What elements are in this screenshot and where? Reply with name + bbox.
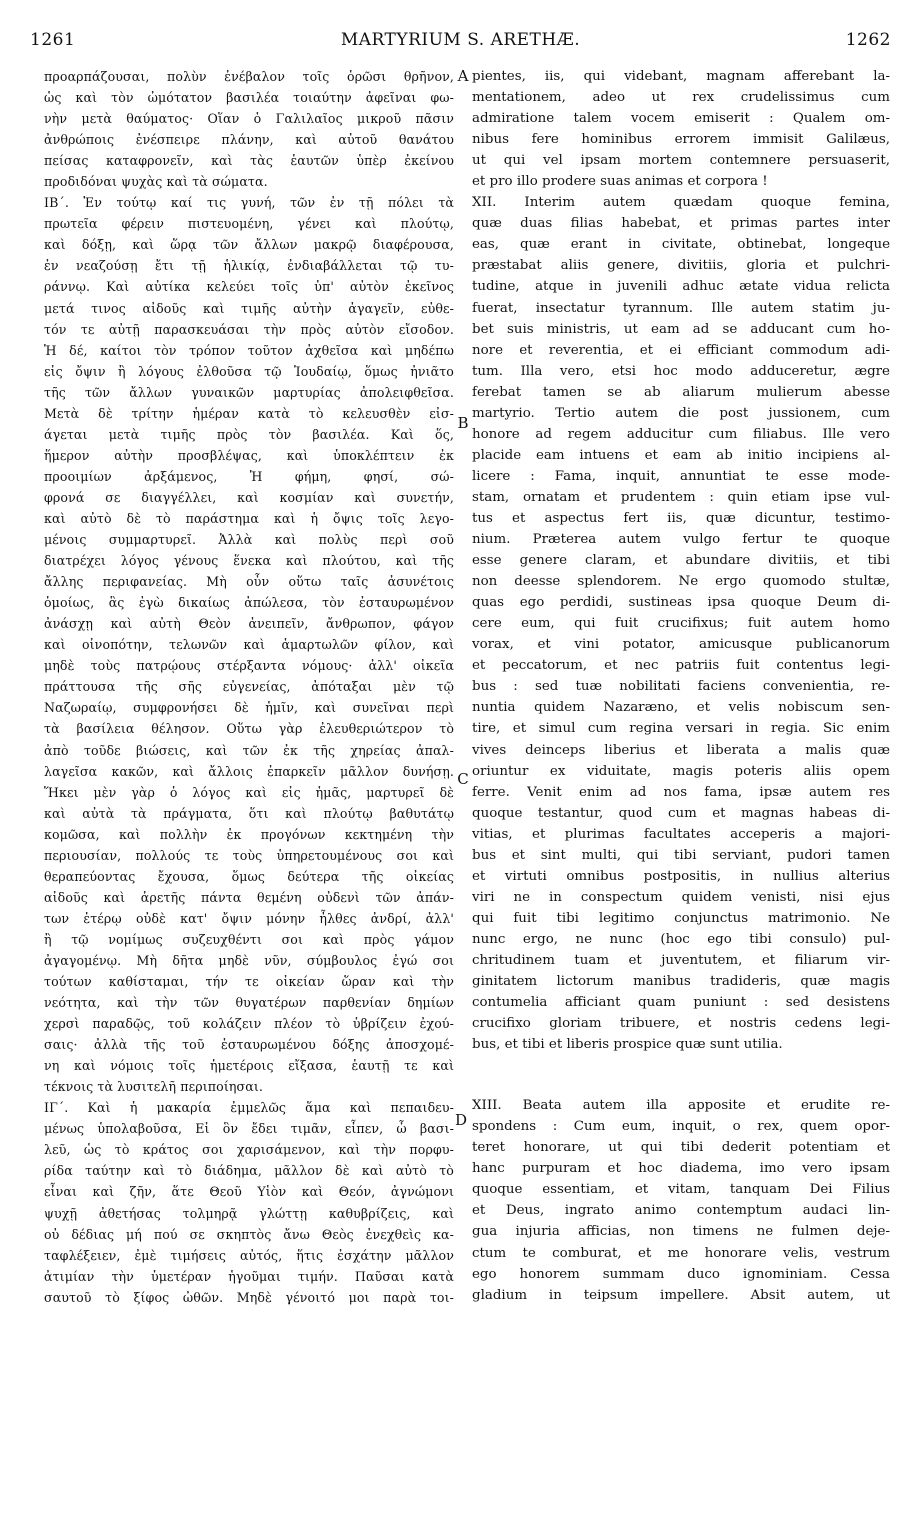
text-line: αἰδοῦς καὶ ἀρετῆς πάντα θεμένη οὐδενὶ τῶν ἀπάν- (44, 889, 454, 905)
text-line: ΙΒ΄. Ἐν τούτῳ καί τις γυνή, τῶν ἐν τῇ πόλει τὰ (44, 195, 454, 211)
text-line: XII. Interim autem quædam quoque femina, (472, 195, 890, 211)
text-line: πράττουσα τῆς σῆς εὐγενείας, ἀπόταξαι μὲν τῷ (44, 679, 454, 695)
text-line: tus et aspectus fert iis, quæ dicuntur, testimo- (472, 510, 890, 526)
text-line: τῆς τῶν ἄλλων γυναικῶν μαρτυρίας ἀπολειφθεῖσα. (44, 384, 454, 400)
text-line: καὶ αὐτὸ δὲ τὸ παράστημα καὶ ἡ ὄψις τοῖς λεγο- (44, 510, 454, 526)
running-title: MARTYRIUM S. ARETHÆ. (340, 30, 581, 50)
text-line: νὴν μετὰ θαύματος· Οἵαν ὁ Γαλιλαῖος μικροῦ πᾶσιν (44, 111, 454, 127)
text-line: τέκνοις τὰ λυσιτελῆ περιποίησαι. (44, 1079, 263, 1095)
page-number-left: 1261 (30, 30, 76, 50)
text-line: ἀτιμίαν τὴν ὑμετέραν ἡγοῦμαι τιμήν. Παῦσαι κατὰ (44, 1268, 454, 1284)
text-line: ταφλέξειεν, ἐμὲ τιμήσεις αὐτός, ἥτις ἐσχάτην μᾶλλον (44, 1247, 454, 1263)
text-line: μένως ὑπολαβοῦσα, Εἰ ὃν ἔδει τιμᾶν, εἶπεν, ὦ βασι- (44, 1121, 454, 1137)
text-line: σαις· ἀλλὰ τῆς τοῦ ἐσταυρωμένου δόξης ἀποσχομέ- (44, 1037, 454, 1053)
text-line: mentationem, adeo ut rex crudelissimus cum (472, 90, 890, 106)
text-line: fuerat, insectatur tyrannum. Ille autem statim ju- (472, 300, 890, 316)
text-line: honore ad regem adducitur cum filiabus. Ille vero (472, 426, 890, 442)
text-line: ἀγαγομένῳ. Μὴ δῆτα μηδὲ νῦν, σύμβουλος ἐγώ σοι (44, 952, 454, 968)
margin-marker-a: A (457, 67, 469, 85)
text-line: λεῦ, ὡς τὸ κράτος σοι χαρισάμενον, καὶ τὴν πορφυ- (44, 1142, 454, 1158)
text-line: ἀνθρώποις ἐνέσπειρε πλάνην, καὶ αὐτοῦ θανάτου (44, 132, 454, 148)
text-line: ἄλλης περιφανείας. Μὴ οὖν οὕτω ταῖς ἀσυνέτοις (44, 574, 454, 590)
text-line: esse genere claram, et abundare divitiis, et tibi (472, 553, 890, 569)
text-line: licere : Fama, inquit, annuntiat te esse mode- (472, 468, 890, 484)
text-line: tum. Illa vero, etsi hoc modo adduceretur, ægre (472, 363, 890, 379)
text-line: άγεται μετὰ τιμῆς πρὸς τὸν βασιλέα. Καὶ ὅς, (44, 426, 454, 442)
text-line: χερσὶ παραδῷς, τοῦ κολάζειν πλέον τὸ ὑβρίζειν ἐχού- (44, 1016, 454, 1032)
text-line: gladium in teipsum impellere. Absit autem, ut (472, 1287, 890, 1303)
text-line: spondens : Cum eum, inquit, o rex, quem opor- (472, 1119, 890, 1135)
text-line: qui fuit tibi legitimo conjunctus matrimonio. Ne (472, 910, 890, 926)
text-line: τὰ βασίλεια θέλησον. Οὕτω γὰρ ἐλευθεριώτερον τὸ (44, 721, 454, 737)
margin-marker-b: B (457, 414, 469, 432)
text-line: vitias, et plurimas facultates acceperis a majori- (472, 826, 890, 842)
text-line: contumelia afficiant quam puniunt : sed desistens (472, 995, 890, 1011)
text-line: nore et reverentia, et ei efficiant commodum adi- (472, 342, 890, 358)
text-line: cere eum, qui fuit crucifixus; fuit autem homo (472, 616, 890, 632)
text-line: teret honorare, ut qui tibi dederit potentiam et (472, 1140, 890, 1156)
text-line: stam, ornatam et prudentem : quin etiam ipse vul- (472, 489, 890, 505)
text-line: φρονά σε διαγγέλλει, καὶ κοσμίαν καὶ συνετήν, (44, 489, 454, 505)
text-line: εἰς ὄψιν ἢ λόγους ἐλθοῦσα τῷ Ἰουδαίῳ, ὅμως ἠνιᾶτο (44, 363, 454, 379)
page-number-right: 1262 (845, 30, 891, 50)
text-line: τούτων καθίσταμαι, τήν τε οἰκείαν ὥραν καὶ τὴν (44, 974, 454, 990)
text-line: non deesse splendorem. Ne ergo quomodo stultæ, (472, 574, 890, 590)
margin-marker-c: C (457, 770, 469, 788)
text-line: προδιδόναι ψυχὰς καὶ τὰ σώματα. (44, 174, 268, 190)
text-line: πρωτεῖα φέρειν πιστευομένη, γένει καὶ πλούτῳ, (44, 216, 454, 232)
text-line: μένοις συμμαρτυρεῖ. Ἀλλὰ καὶ πολὺς περὶ σοῦ (44, 532, 454, 548)
text-line: bus : sed tuæ nobilitati faciens convenientia, re- (472, 679, 890, 695)
text-line (472, 1055, 890, 1075)
text-line: quoque testantur, quod cum et magnas habeas di- (472, 805, 890, 821)
text-line: et virtuti omnibus postpositis, in nullius alterius (472, 868, 890, 884)
text-line: νεότητα, καὶ τὴν τῶν θυγατέρων παρθενίαν δημίων (44, 995, 454, 1011)
text-line: μηδὲ τοὺς πατρῴους στέρξαντα νόμους· ἀλλ' οἰκεῖα (44, 658, 454, 674)
text-line: chritudinem tuam et juventutem, et filiarum vir- (472, 952, 890, 968)
text-line: quas ego perdidi, sustineas ipsa quoque Deum di- (472, 595, 890, 611)
text-line: προαρπάζουσαι, πολὺν ἐνέβαλον τοῖς ὁρῶσι θρῆνον, (44, 69, 454, 84)
text-line: ὡς καὶ τὸν ὠμότατον βασιλέα τοιαύτην ἀφεῖναι φω- (44, 90, 454, 106)
text-line: ράννῳ. Καὶ αὐτίκα κελεύει τοῖς ὑπ' αὐτὸν ἐκεῖνος (44, 279, 454, 295)
text-line: bus, et tibi et liberis prospice quæ sunt utilia. (472, 1037, 783, 1053)
text-line: viri ne in conspectum quidem venisti, nisi ejus (472, 889, 890, 905)
text-line: eas, quæ erant in civitate, obtinebat, longeque (472, 237, 890, 253)
text-line: εἶναι καὶ ζῆν, ἅτε Θεοῦ Υἱὸν καὶ Θεόν, ἀγνώμονι (44, 1184, 454, 1200)
text-line: pientes, iis, qui videbant, magnam afferebant la- (472, 69, 890, 84)
text-line: καὶ αὐτὰ τὰ πράγματα, ὅτι καὶ πλούτῳ βαθυτάτῳ (44, 805, 454, 821)
text-line: λαγεῖσα κακῶν, καὶ ἄλλοις ἐπαρκεῖν μᾶλλον δυνήσῃ. (44, 763, 454, 779)
text-line: nium. Præterea autem vulgo fertur te quoque (472, 532, 890, 548)
text-line: nuntia quidem Nazaræno, et velis nobiscum sen- (472, 700, 890, 716)
text-line: καὶ δόξῃ, καὶ ὥρᾳ τῶν ἄλλων μακρῷ διαφέρουσα, (44, 237, 454, 253)
text-line: νη καὶ νόμοις τοῖς ἡμετέροις εἴξασα, ἑαυτῇ τε καὶ (44, 1058, 454, 1074)
text-line: crucifixo gloriam tribuere, et nostris cedens legi- (472, 1016, 890, 1032)
text-line: et peccatorum, et nec patriis fuit contentus legi- (472, 658, 890, 674)
text-line: bus et sint multi, qui tibi serviant, pudori tamen (472, 847, 890, 863)
text-line: ginitatem lictorum manibus tradideris, quæ magis (472, 974, 890, 990)
text-line (472, 1075, 890, 1095)
text-line: nunc ergo, ne nunc (hoc ego tibi consulo) pul- (472, 931, 890, 947)
text-line: ferre. Venit enim ad nos fama, ipsæ autem res (472, 784, 890, 800)
text-line: XIII. Beata autem illa apposite et erudite re- (472, 1098, 890, 1114)
text-line: ψυχῇ ἀθετήσας τολμηρᾷ γλώττῃ καθυβρίζεις, καὶ (44, 1205, 454, 1221)
text-line: et Deus, ingrato animo contemptum audaci lin- (472, 1203, 890, 1219)
text-line: καὶ οἰνοπότην, τελωνῶν καὶ ἁμαρτωλῶν φίλον, καὶ (44, 637, 454, 653)
text-line: ctum te comburat, et me honorare velis, vestrum (472, 1245, 890, 1261)
text-line: martyrio. Tertio autem die post jussionem, cum (472, 405, 890, 421)
text-line: quoque essentiam, et vitam, tanquam Dei Filius (472, 1182, 890, 1198)
text-line: ἥμερον αὐτὴν προσβλέψας, καὶ ὑποκλέπτειν ἐκ (44, 447, 454, 463)
text-line: τόν τε αὐτῇ παρασκευάσαι τὴν πρὸς αὐτὸν εἴσοδον. (44, 321, 454, 337)
text-line: oriuntur ex viduitate, magis poteris aliis opem (472, 763, 890, 779)
text-line: hanc purpuram et hoc diadema, imo vero ipsam (472, 1161, 890, 1177)
text-line: πείσας καταφρονεῖν, καὶ τὰς ἑαυτῶν ὑπὲρ ἐκείνου (44, 153, 454, 169)
text-line: admiratione talem vocem emiserit : Qualem om- (472, 111, 890, 127)
text-line: ἀπὸ τοῦδε βιώσεις, καὶ τῶν ἐκ τῆς χηρείας ἀπαλ- (44, 742, 454, 758)
text-line: bet suis ministris, ut eam ad se adducant cum ho- (472, 321, 890, 337)
text-line: σαυτοῦ τὸ ξίφος ὠθῶν. Μηδὲ γένοιτό μοι παρὰ τοι- (44, 1289, 454, 1305)
text-line: θεραπεύοντας ἔχουσα, ὅμως δεύτερα τῆς οἰκείας (44, 868, 454, 884)
text-line: ΙΓ΄. Καὶ ἡ μακαρία ἐμμελῶς ἅμα καὶ πεπαιδευ- (44, 1100, 454, 1116)
text-line: ρίδα ταύτην καὶ τὸ διάδημα, μᾶλλον δὲ καὶ αὐτὸ τὸ (44, 1163, 454, 1179)
text-line: vorax, et vini potator, amicusque publicanorum (472, 637, 890, 653)
text-line: ἀνάσχῃ καὶ αὐτὴ Θεὸν ἀνειπεῖν, ἄνθρωπον, φάγον (44, 616, 454, 632)
margin-marker-d: D (454, 1111, 468, 1129)
text-line: περιουσίαν, πολλούς τε τοὺς ὑπηρετουμένους σοι καὶ (44, 847, 454, 863)
text-line: quæ duas filias habebat, et primas partes inter (472, 216, 890, 232)
text-line: vives deinceps liberius et liberata a malis quæ (472, 742, 890, 758)
text-line: ὁμοίως, ἃς ἐγὼ δικαίως ἀπώλεσα, τὸν ἐσταυρωμένον (44, 595, 454, 611)
text-line: ut qui vel ipsam mortem contemnere persuaserit, (472, 153, 890, 169)
text-line: placide eam intuens et eam ab initio incipiens al- (472, 447, 890, 463)
latin-column (472, 66, 890, 1486)
text-line: præstabat aliis genere, divitiis, gloria et pulchri- (472, 258, 890, 274)
text-line: μετά τινος αἰδοῦς καὶ τιμῆς αὐτὴν ἀγαγεῖν, εὐθε- (44, 300, 454, 316)
text-line: ego honorem summam duco ignominiam. Cessa (472, 1266, 890, 1282)
text-line: Ναζωραίῳ, συμφρονήσει δὲ ἡμῖν, καὶ συνεῖναι περὶ (44, 700, 454, 716)
running-header (30, 30, 891, 58)
greek-column (44, 66, 454, 1486)
text-line: tudine, atque in juvenili adhuc ætate vidua relicta (472, 279, 890, 295)
text-line: ἢ τῷ νομίμως συζευχθέντι σοι καὶ πρὸς γάμον (44, 931, 454, 947)
text-line: προοιμίων ἀρξάμενος, Ἡ φήμη, φησί, σώ- (44, 468, 454, 484)
text-line: διατρέχει λόγος γένους ἕνεκα καὶ πλούτου, καὶ τῆς (44, 553, 454, 569)
text-line: ferebat tamen se ab aliarum mulierum abesse (472, 384, 890, 400)
text-line: των ἑτέρῳ οὐδὲ κατ' ὄψιν μόνην ἦλθες ἀνδρί, ἀλλ' (44, 910, 454, 926)
text-line: Ἥκει μὲν γὰρ ὁ λόγος καὶ εἰς ἡμᾶς, μαρτυρεῖ δὲ (44, 784, 454, 800)
text-line: gua injuria afficias, non timens ne fulmen deje- (472, 1224, 890, 1240)
text-line: κομῶσα, καὶ πολλὴν ἐκ προγόνων κεκτημένη τὴν (44, 826, 454, 842)
text-line: tire, et simul cum regina versari in regia. Sic enim (472, 721, 890, 737)
text-line: nibus fere hominibus errorem immisit Galilæus, (472, 132, 890, 148)
text-line: et pro illo prodere suas animas et corpora ! (472, 174, 768, 190)
text-line: Μετὰ δὲ τρίτην ἡμέραν κατὰ τὸ κελευσθὲν εἰσ- (44, 405, 454, 421)
text-line: ἐν νεαζούσῃ ἔτι τῇ ἡλικίᾳ, ἐνδιαβάλλεται τῷ τυ- (44, 258, 454, 274)
text-line: Ἡ δέ, καίτοι τὸν τρόπον τοῦτον ἀχθεῖσα καὶ μηδέπω (44, 342, 454, 358)
text-line: οὐ δέδιας μή πού σε σκηπτὸς ἄνω Θεὸς ἐνεχθεὶς κα- (44, 1226, 454, 1242)
